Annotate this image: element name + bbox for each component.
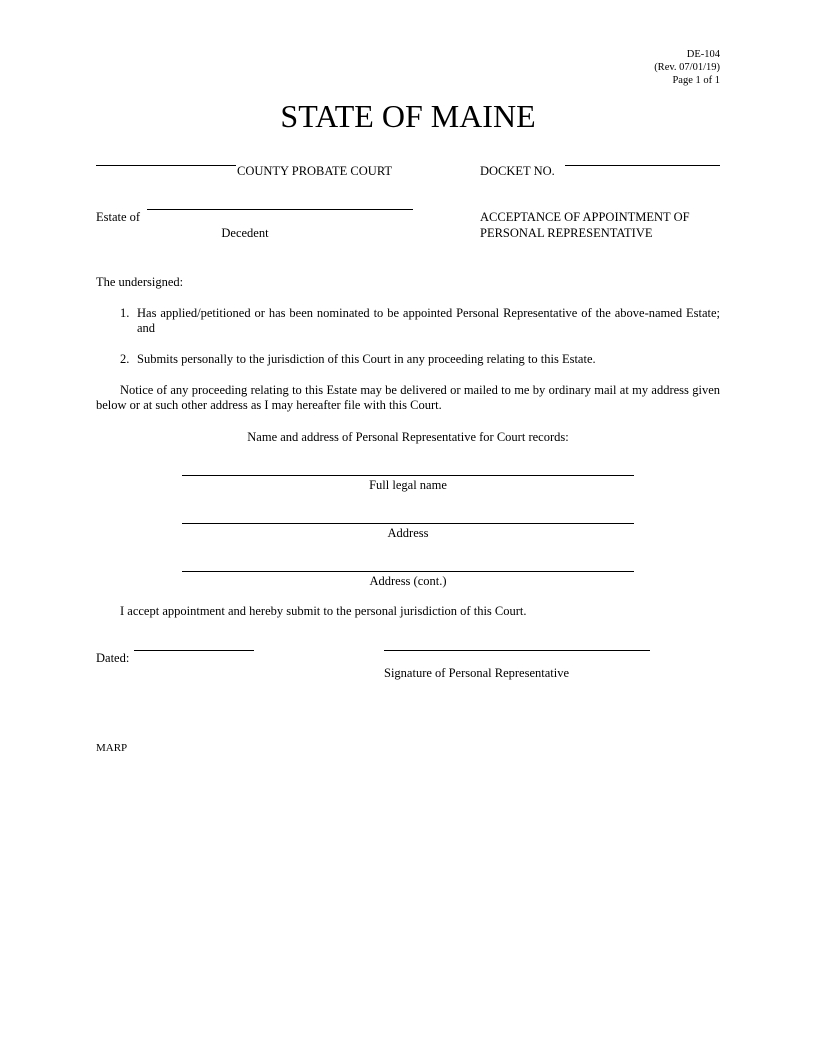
full-legal-name-line[interactable] [182, 475, 634, 476]
estate-label: Estate of [96, 210, 141, 224]
dated-label: Dated: [96, 651, 130, 665]
signature-line[interactable] [384, 650, 650, 651]
decedent-label: Decedent [221, 226, 269, 240]
document-title-line-1: ACCEPTANCE OF APPOINTMENT OF [480, 210, 690, 224]
footer-code: MARP [96, 742, 128, 754]
intro-text: The undersigned: [96, 275, 184, 289]
address-line[interactable] [182, 523, 634, 524]
address-cont-label: Address (cont.) [369, 574, 447, 588]
full-legal-name-label: Full legal name [369, 478, 447, 492]
item-1-number: 1. [120, 306, 130, 320]
form-page: Page 1 of 1 [672, 75, 720, 86]
document-title-line-2: PERSONAL REPRESENTATIVE [480, 226, 653, 240]
docket-label: DOCKET NO. [480, 164, 555, 178]
signature-label: Signature of Personal Representative [384, 666, 570, 680]
address-heading: Name and address of Personal Representative for Court records: [247, 430, 569, 444]
county-court-label: COUNTY PROBATE COURT [237, 164, 393, 178]
form-revision: (Rev. 07/01/19) [654, 62, 720, 73]
acceptance-statement: I accept appointment and hereby submit to the personal jurisdiction of this Court. [120, 604, 527, 618]
item-1-text: Has applied/petitioned or has been nominated to be appointed Personal Representative of the above-named Estate; and [137, 306, 720, 335]
address-label: Address [387, 526, 429, 540]
page-title: STATE OF MAINE [280, 98, 536, 134]
docket-number-line[interactable] [565, 165, 720, 166]
item-2-number: 2. [120, 352, 130, 366]
county-name-line[interactable] [96, 165, 236, 166]
date-line[interactable] [134, 650, 254, 651]
form-code-block [654, 48, 720, 87]
document-title [480, 210, 690, 241]
decedent-name-line[interactable] [147, 209, 413, 210]
address-cont-line[interactable] [182, 571, 634, 572]
form-code: DE-104 [686, 49, 720, 60]
notice-paragraph: Notice of any proceeding relating to this Estate may be delivered or mailed to me by ordinary mail at my address given below or at such other address as I may hereafter file with this Court. [96, 383, 720, 412]
item-2-text: Submits personally to the jurisdiction of this Court in any proceeding relating to this Estate. [137, 352, 596, 366]
